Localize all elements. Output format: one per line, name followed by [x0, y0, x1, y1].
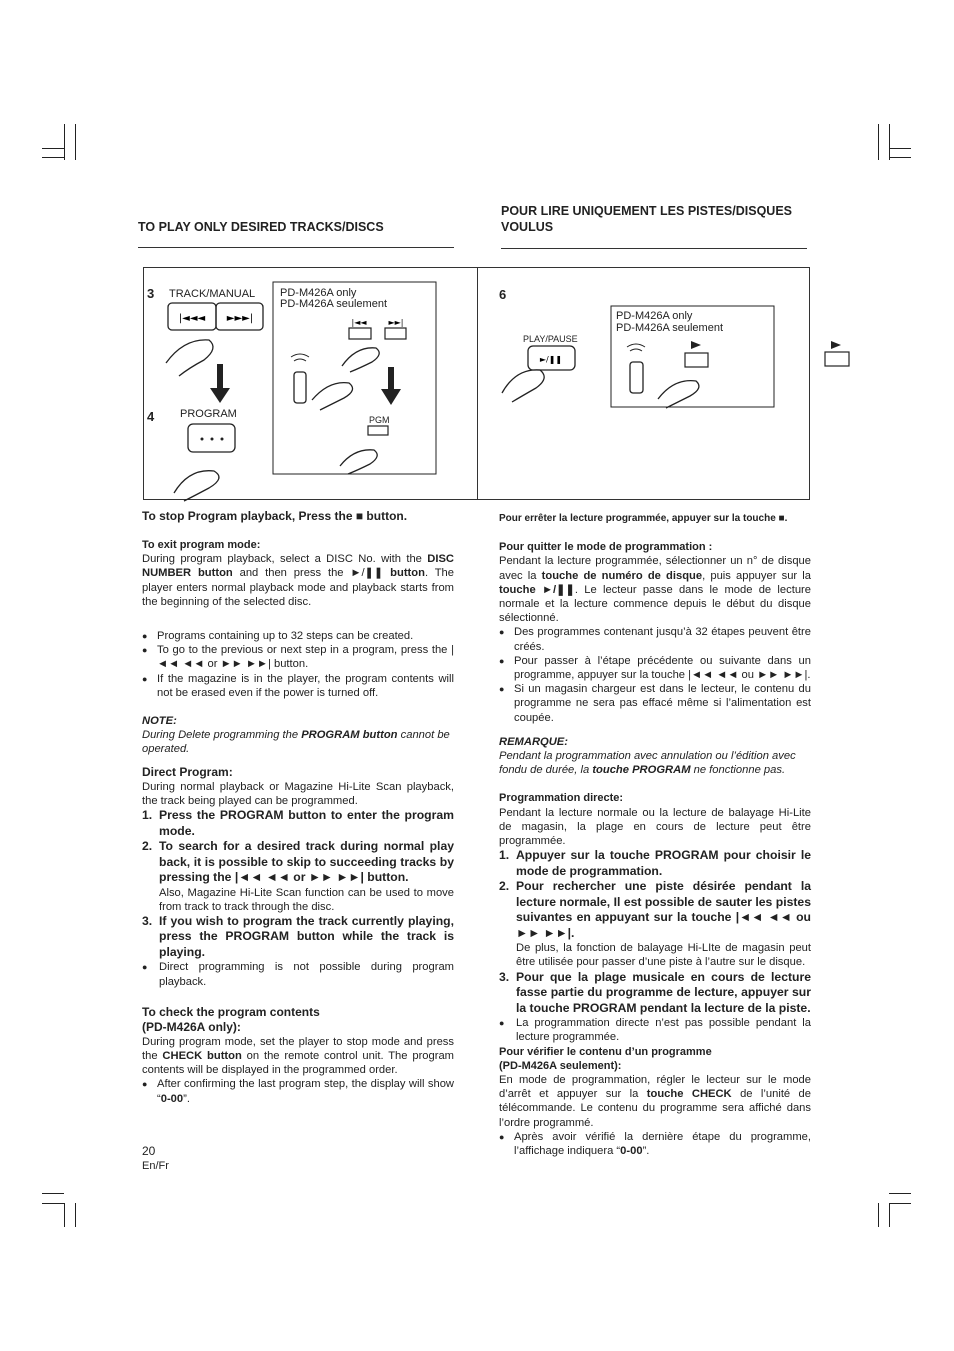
bullet-item: ● After confirming the last program step, the display will show “0-00”. [142, 1077, 454, 1105]
check-program-title: To check the program contents [142, 1004, 320, 1019]
model-only-label-1: PD-M426A only [280, 287, 357, 299]
check-program-subtitle: (PD-M426A only): [142, 1019, 241, 1034]
figure-step-6: 6 [499, 287, 507, 302]
exit-program-text-fr: Pendant la lecture programmée, sélectionner un n° de disque avec la touche de numéro de disque, puis appuyer sur la touche ►/❚❚. Le lecteur passe dans le mode de lecture normale et la lecture commence depuis le début du disque sélectionné. [499, 555, 811, 625]
direct-program-steps-fr [499, 848, 811, 1044]
right-heading-rule [501, 248, 807, 249]
program-label: PROGRAM [180, 408, 237, 420]
check-program-text-fr: En mode de programmation, régler le lecteur sur le mode d’arrêt et appuyer sur la touche CHECK de l’unité de télécommande. Le contenu du programme sera affiché dans l’ordre programmé. [499, 1073, 812, 1129]
bullet-item: ● If the magazine is in the player, the program contents will not be erased even if the power is turned off. [142, 672, 454, 700]
step-item: 1. Press the PROGRAM button to enter the program mode. [142, 808, 454, 838]
remote-controls-drawing [478, 268, 811, 501]
svg-text:►►|: ►►| [388, 318, 404, 327]
right-heading: POUR LIRE UNIQUEMENT LES PISTES/DISQUES VOULUS [501, 204, 793, 234]
model-only-label-2: PD-M426A only [616, 310, 693, 322]
figure-step-3: 3 [147, 286, 155, 301]
model-seulement-label-2: PD-M426A seulement [616, 322, 723, 334]
check-program-text: During program mode, set the player to stop mode and press the CHECK button on the remote control unit. The program contents will be displayed in the programmed order. [142, 1035, 454, 1077]
direct-program-text: During normal playback or Magazine Hi-Lite Scan playback, the track being played can be programmed. [142, 780, 454, 807]
instruction-figure [143, 267, 810, 500]
direct-program-text-fr: Pendant la lecture normale ou la lecture de balayage Hi-Lite de magasin, la plage en cours de lecture peut être programmée. [499, 806, 811, 848]
step-item: 2. To search for a desired track during normal play back, it is possible to skip to succeeding tracks by pressing the |◄◄ ◄◄ or ►► ►►| button. Also, Magazine Hi-Lite Scan function can be used to move from track to track through the disc. [142, 839, 454, 913]
stop-program-title: To stop Program playback, Press the ■ button. [142, 509, 408, 523]
program-bullets-fr [499, 625, 811, 724]
step-item: 3. Pour que la plage musicale en cours de lecture fasse partie du programme de lecture, appuyer sur la touche PROGRAM pendant la lecture de la piste. ● La programmation directe n’est pas possible pendant la lecture programmée. [499, 970, 811, 1045]
exit-program-title: To exit program mode: [142, 539, 261, 551]
track-manual-label: TRACK/MANUAL [169, 288, 256, 300]
note-text-fr: Pendant la programmation avec annulation ou l’édition avec fondu de durée, la touche PROGRAM ne fonctionne pas. [499, 750, 796, 777]
svg-text:|◄◄◄: |◄◄◄ [178, 313, 206, 324]
check-bullets-fr [499, 1130, 811, 1158]
note-text: During Delete programming the PROGRAM button cannot be operated. [142, 729, 450, 756]
check-program-title-fr: Pour vérifier le contenu d’un programme [499, 1045, 712, 1058]
step-item: 1. Appuyer sur la touche PROGRAM pour choisir le mode de programmation. [499, 848, 811, 878]
step-item: 2. Pour rechercher une piste désirée pendant la lecture normale, Il est possible de sauter les pistes suivantes en appuyant sur la touche |◄◄ ◄◄ ou ►► ►►|. De plus, la fonction de balayage Hi-LIte de magasin peut être utilisée pour passer d’une piste à l’autre sur le disque. [499, 879, 811, 969]
model-seulement-label-1: PD-M426A seulement [280, 298, 387, 310]
bullet-item: ● Si un magasin chargeur est dans le lecteur, le contenu du programme ne sera pas effacé même si l’alimentation est coupée. [499, 682, 811, 725]
svg-text:►/❚❚: ►/❚❚ [539, 355, 563, 364]
figure-step-4: 4 [147, 409, 155, 424]
svg-text:►►►|: ►►►| [226, 313, 254, 324]
page-number: 20 [142, 1144, 156, 1158]
bullet-item: ● La programmation directe n’est pas possible pendant la lecture programmée. [499, 1016, 811, 1044]
bullet-item: ● Des programmes contenant jusqu’à 32 étapes peuvent être créés. [499, 625, 811, 653]
step-item: 3. If you wish to program the track currently playing, press the PROGRAM button while the track is playing. ● Direct programming is not possible during program playback. [142, 914, 454, 989]
exit-program-text: During program playback, select a DISC No. with the DISC NUMBER button and then press the ►/❚❚ button. The player enters normal playback mode and playback starts from the beginning of the selected disc. [142, 553, 454, 608]
direct-program-steps [142, 808, 454, 989]
direct-program-title: Direct Program: [142, 764, 233, 779]
left-heading: TO PLAY ONLY DESIRED TRACKS/DISCS [138, 220, 384, 234]
note-title-fr: REMARQUE: [499, 735, 568, 748]
bullet-item: ● To go to the previous or next step in a program, press the |◄◄ ◄◄ or ►► ►►| button. [142, 643, 454, 671]
svg-text:|◄◄: |◄◄ [351, 318, 367, 327]
direct-program-title-fr: Programmation directe: [499, 792, 624, 805]
check-bullets [142, 1077, 454, 1105]
program-bullets [142, 629, 454, 700]
right-column [499, 512, 811, 1158]
left-column [142, 509, 454, 1106]
bullet-item: ● Pour passer à l’étape précédente ou suivante dans un programme, appuyer sur la touche |◄◄ ◄◄ ou ►► ►►|. [499, 654, 811, 682]
stop-program-title-fr: Pour errêter la lecture programmée, appuyer sur la touche ■. [499, 513, 788, 524]
note-title: NOTE: [142, 715, 177, 728]
check-program-subtitle-fr: (PD-M426A seulement): [499, 1059, 622, 1072]
exit-program-title-fr: Pour quitter le mode de programmation : [499, 541, 713, 554]
language-code: En/Fr [142, 1160, 169, 1172]
play-pause-label: PLAY/PAUSE [523, 334, 578, 344]
bullet-item: ● Programs containing up to 32 steps can be created. [142, 629, 454, 643]
bullet-item: ● Direct programming is not possible during program playback. [142, 960, 454, 988]
left-heading-rule [138, 247, 454, 248]
pgm-label: PGM [369, 415, 390, 425]
bullet-item: ● Après avoir vérifié la dernière étape du programme, l’affichage indiquera “0-00”. [499, 1130, 811, 1158]
